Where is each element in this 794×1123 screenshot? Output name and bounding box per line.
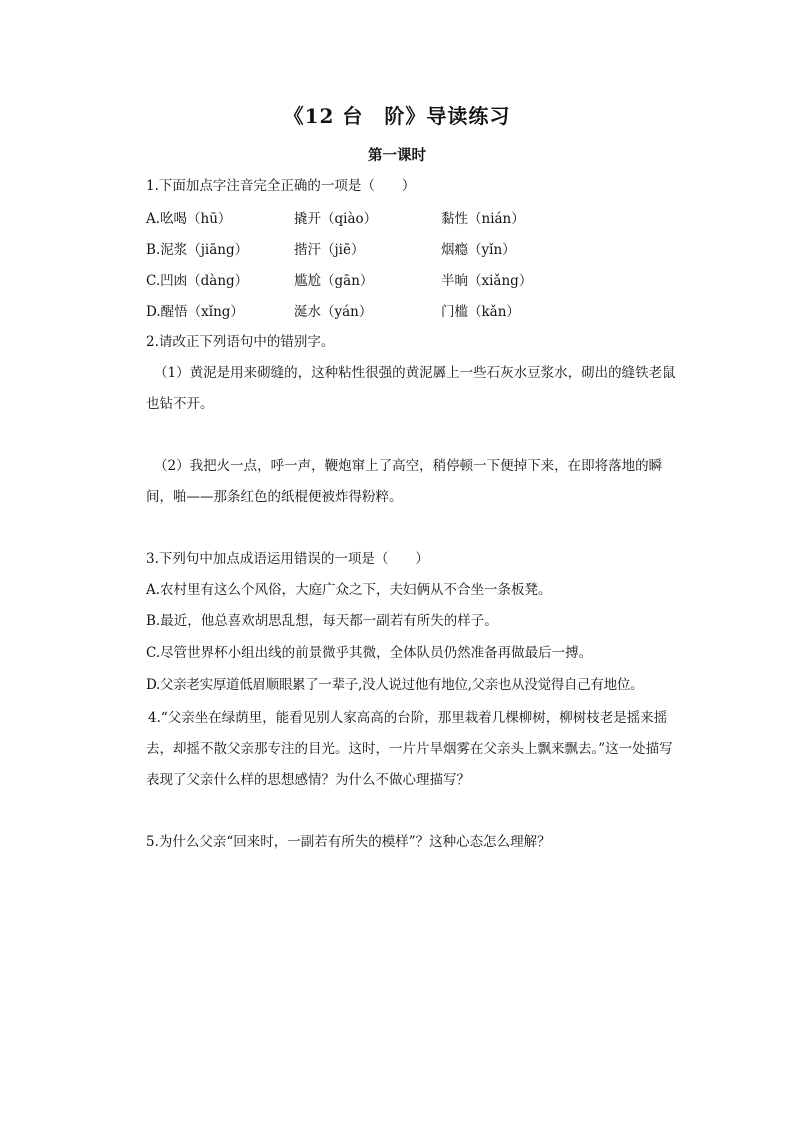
q1-option-a-2: 撬开（qiào） — [294, 211, 378, 227]
q1-option-b-2: 揩汗（jiē） — [294, 242, 365, 258]
q3-option-b: B.最近，他总喜欢胡思乱想，每天都一副若有所失的样子。 — [146, 613, 498, 629]
q3-option-d: D.父亲老实厚道低眉顺眼累了一辈子,没人说过他有地位,父亲也从没觉得自己有地位。 — [146, 677, 644, 693]
q1-option-c-1: C.凹凼（dàng） — [146, 273, 249, 289]
q1-option-a-3: 黏性（nián） — [441, 211, 525, 227]
page-subtitle: 第一课时 — [368, 147, 426, 164]
question-2-item-2: （2）我把火一点，呼一声，鞭炮窜上了高空，稍停顿一下便掉下来，在即将落地的瞬间，啪——那条红色的纸棍便被炸得粉粹。 — [146, 458, 663, 505]
q3-option-a: A.农村里有这么个风俗，大庭广众之下，夫妇俩从不合坐一条板凳。 — [146, 582, 552, 598]
q1-option-d-3: 门槛（kǎn） — [441, 304, 520, 320]
question-2-stem: 2.请改正下列语句中的错别字。 — [146, 334, 335, 350]
q1-option-a-1: A.吆喝（hū） — [146, 211, 232, 227]
question-3-stem: 3.下列句中加点成语运用错误的一项是（ ） — [146, 551, 429, 567]
question-5: 5.为什么父亲“回来时，一副若有所失的模样”？这种心态怎么理解？ — [146, 834, 551, 850]
q1-option-d-1: D.醒悟（xǐng） — [146, 304, 244, 320]
q1-option-c-3: 半晌（xiǎng） — [441, 273, 533, 289]
question-4: 4.“父亲坐在绿荫里，能看见别人家高高的台阶，那里栽着几棵柳树，柳树枝老是摇来摇去，却摇不散父亲那专注的目光。这时，一片片旱烟雾在父亲头上飘来飘去。”这一处描写表现了父亲什么样的思想感情？为什么不做心理描写？ — [146, 710, 673, 788]
q3-option-c: C.尽管世界杯小组出线的前景微乎其微，全体队员仍然准备再做最后一搏。 — [146, 645, 593, 661]
q1-option-b-3: 烟瘾（yǐn） — [441, 242, 516, 258]
page-title: 《12 台 阶》导读练习 — [283, 104, 511, 128]
question-1-stem: 1.下面加点字注音完全正确的一项是（ ） — [146, 178, 416, 194]
q1-option-b-1: B.泥浆（jiāng） — [146, 242, 249, 258]
question-2-item-1: （1）黄泥是用来砌缝的，这种粘性很强的黄泥羼上一些石灰水豆浆水，砌出的缝铁老鼠也钻不开。 — [146, 365, 676, 412]
q1-option-d-2: 涎水（yán） — [294, 304, 373, 320]
q1-option-c-2: 尴尬（gān） — [294, 273, 374, 289]
